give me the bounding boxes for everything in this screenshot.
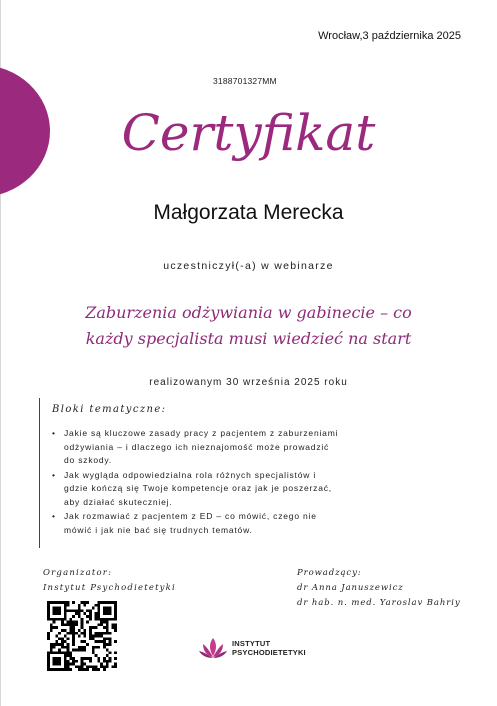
certificate-title: Certyfikat: [121, 104, 376, 162]
topics-list: [52, 427, 402, 538]
logo-text-line-2: PSYCHODIETETYKI: [232, 648, 306, 657]
host-name: dr Anna Januszewicz: [297, 583, 404, 593]
certificate-number: 3188701327MM: [213, 76, 277, 86]
place-and-date: Wrocław,3 października 2025: [318, 30, 461, 42]
host-name: dr hab. n. med. Yaroslav Bahriy: [297, 598, 461, 608]
hosts-block: [297, 566, 461, 611]
webinar-title: [40, 300, 457, 352]
webinar-title-line-2: każdy specjalista musi wiedzieć na start: [85, 329, 412, 348]
hosts-label: Prowadzący:: [297, 568, 362, 578]
webinar-title-line-1: Zaburzenia odżywiania w gabinecie – co: [85, 303, 412, 322]
recipient-name: Małgorzata Merecka: [153, 201, 344, 224]
institute-logo: [197, 632, 306, 664]
topics-divider: [39, 398, 40, 548]
organizer-name: Instytut Psychodietetyki: [43, 583, 176, 593]
topic-item: • Jak rozmawiać z pacjentem z ED – co mówić, czego nie mówić i jak nie bać się trudnych tematów.: [52, 510, 402, 537]
organizer-block: [43, 566, 176, 596]
topic-item: • Jakie są kluczowe zasady pracy z pacjentem z zaburzeniami odżywiania – i dlaczego ich nieznajomość może prowadzić do szkody.: [52, 427, 402, 468]
qr-code-icon[interactable]: [47, 601, 117, 671]
topics-heading: Bloki tematyczne:: [52, 404, 167, 415]
logo-text-line-1: INSTYTUT: [232, 639, 271, 648]
lotus-logo-icon: [197, 632, 229, 664]
held-on-date: realizowanym 30 września 2025 roku: [149, 377, 348, 388]
organizer-label: Organizator:: [43, 568, 113, 578]
attended-text: uczestniczył(-a) w webinarze: [163, 260, 334, 272]
topic-item: • Jak wygląda odpowiedzialna rola różnych specjalistów i gdzie kończą się Twoje kompetencje oraz jak je poszerzać, aby działać skuteczniej.: [52, 469, 402, 510]
